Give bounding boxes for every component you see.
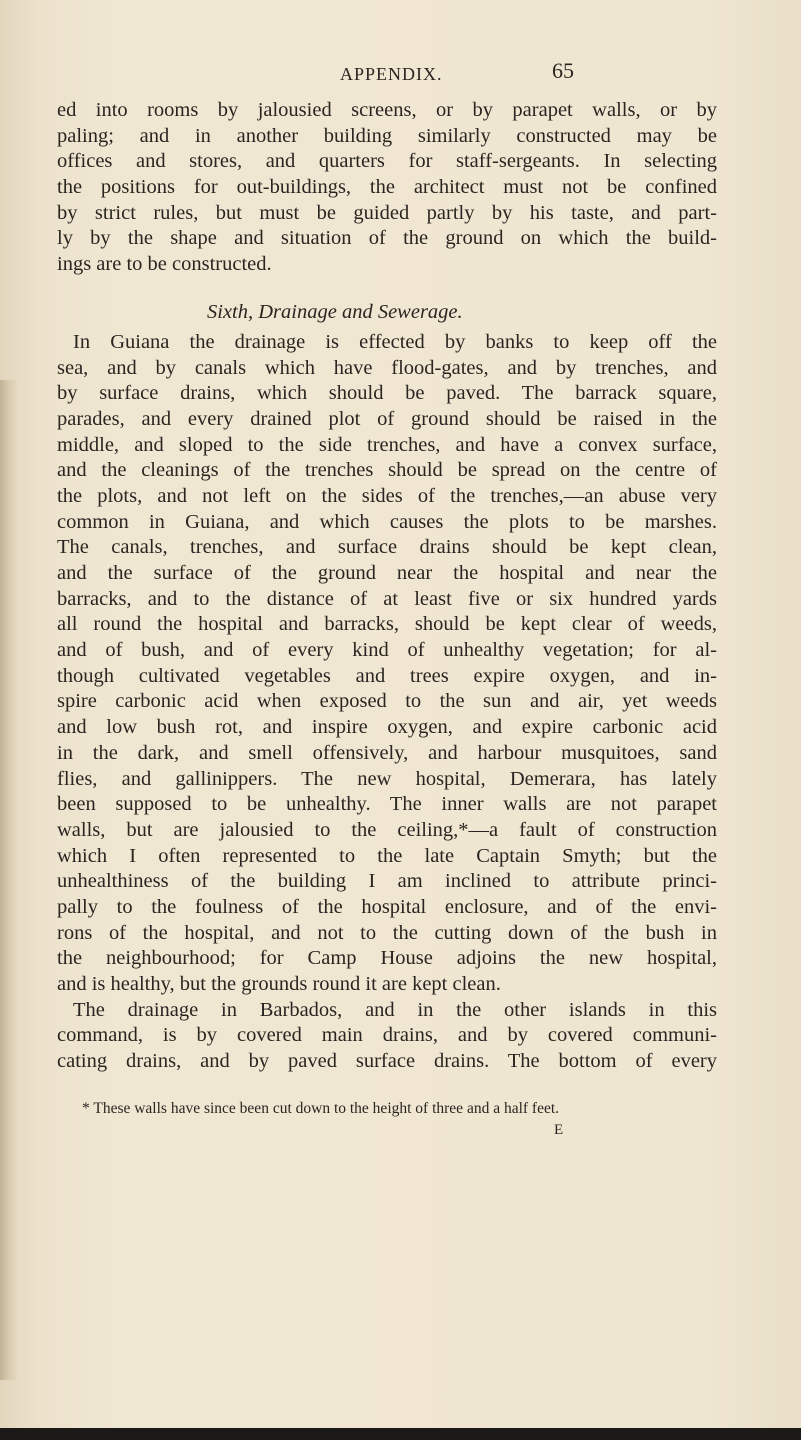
text-line: rons of the hospital, and not to the cutting down of the bush in: [57, 921, 717, 944]
text-line: spire carbonic acid when exposed to the sun and air, yet weeds: [57, 690, 717, 713]
text-line: in the dark, and smell offensively, and harbour musquitoes, sand: [57, 741, 717, 764]
text-line: parades, and every drained plot of ground should be raised in the: [57, 407, 717, 430]
paragraph-1: [57, 98, 717, 278]
text-line: flies, and gallinippers. The new hospital, Demerara, has lately: [57, 767, 717, 790]
text-line: The canals, trenches, and surface drains should be kept clean,: [57, 536, 717, 559]
text-line: and the surface of the ground near the hospital and near the: [57, 562, 717, 584]
running-head: APPENDIX.: [340, 64, 443, 84]
scan-bottom-edge: [0, 1428, 801, 1440]
section-heading: Sixth, Drainage and Sewerage.: [207, 300, 463, 323]
text-line: barracks, and to the distance of at least five or six hundred yards: [57, 587, 717, 610]
binding-gutter-shadow: [0, 380, 18, 1380]
text-line: and of bush, and of every kind of unhealthy vegetation; for al-: [57, 639, 717, 662]
text-line: ed into rooms by jalousied screens, or by parapet walls, or by: [57, 99, 717, 121]
text-line: been supposed to be unhealthy. The inner walls are not parapet: [57, 793, 717, 816]
text-line: and low bush rot, and inspire oxygen, and expire carbonic acid: [57, 716, 717, 739]
text-line: walls, but are jalousied to the ceiling,*—a fault of construction: [57, 818, 717, 841]
paragraph-2: [57, 330, 717, 998]
footnote: * These walls have since been cut down to the height of three and a half feet.: [82, 1100, 560, 1117]
text-line: ings are to be constructed.: [57, 253, 272, 276]
text-line: and is healthy, but the grounds round it are kept clean.: [57, 973, 501, 995]
text-line: which I often represented to the late Captain Smyth; but the: [57, 844, 717, 867]
text-line: cating drains, and by paved surface drains. The bottom of every: [57, 1050, 717, 1073]
text-line: pally to the foulness of the hospital enclosure, and of the envi-: [57, 895, 717, 918]
page-number: 65: [552, 58, 574, 83]
text-line: by strict rules, but must be guided partly by his taste, and part-: [57, 201, 717, 224]
body-text: [57, 98, 717, 1075]
signature-mark: E: [554, 1122, 564, 1138]
text-line: In Guiana the drainage is effected by banks to keep off the: [73, 330, 717, 353]
text-line: all round the hospital and barracks, should be kept clear of weeds,: [57, 613, 717, 636]
text-line: unhealthiness of the building I am inclined to attribute princi-: [57, 870, 717, 893]
text-line: common in Guiana, and which causes the plots to be marshes.: [57, 510, 717, 533]
text-line: middle, and sloped to the side trenches, and have a convex surface,: [57, 433, 717, 456]
text-line: The drainage in Barbados, and in the other islands in this: [73, 998, 717, 1021]
text-line: sea, and by canals which have flood-gates, and by trenches, and: [57, 356, 717, 379]
text-line: by surface drains, which should be paved. The barrack square,: [57, 382, 717, 405]
text-line: the positions for out-buildings, the architect must not be confined: [57, 176, 717, 199]
text-line: paling; and in another building similarly constructed may be: [57, 124, 717, 147]
page-header: [0, 58, 801, 88]
text-line: the neighbourhood; for Camp House adjoins the new hospital,: [57, 947, 717, 970]
text-line: offices and stores, and quarters for staff-sergeants. In selecting: [57, 150, 717, 173]
text-line: ly by the shape and situation of the ground on which the build-: [57, 227, 717, 250]
paragraph-3: [57, 998, 717, 1075]
text-line: though cultivated vegetables and trees expire oxygen, and in-: [57, 664, 717, 687]
text-line: the plots, and not left on the sides of the trenches,—an abuse very: [57, 484, 717, 507]
text-line: and the cleanings of the trenches should be spread on the centre of: [57, 459, 717, 482]
text-line: command, is by covered main drains, and by covered communi-: [57, 1024, 717, 1047]
